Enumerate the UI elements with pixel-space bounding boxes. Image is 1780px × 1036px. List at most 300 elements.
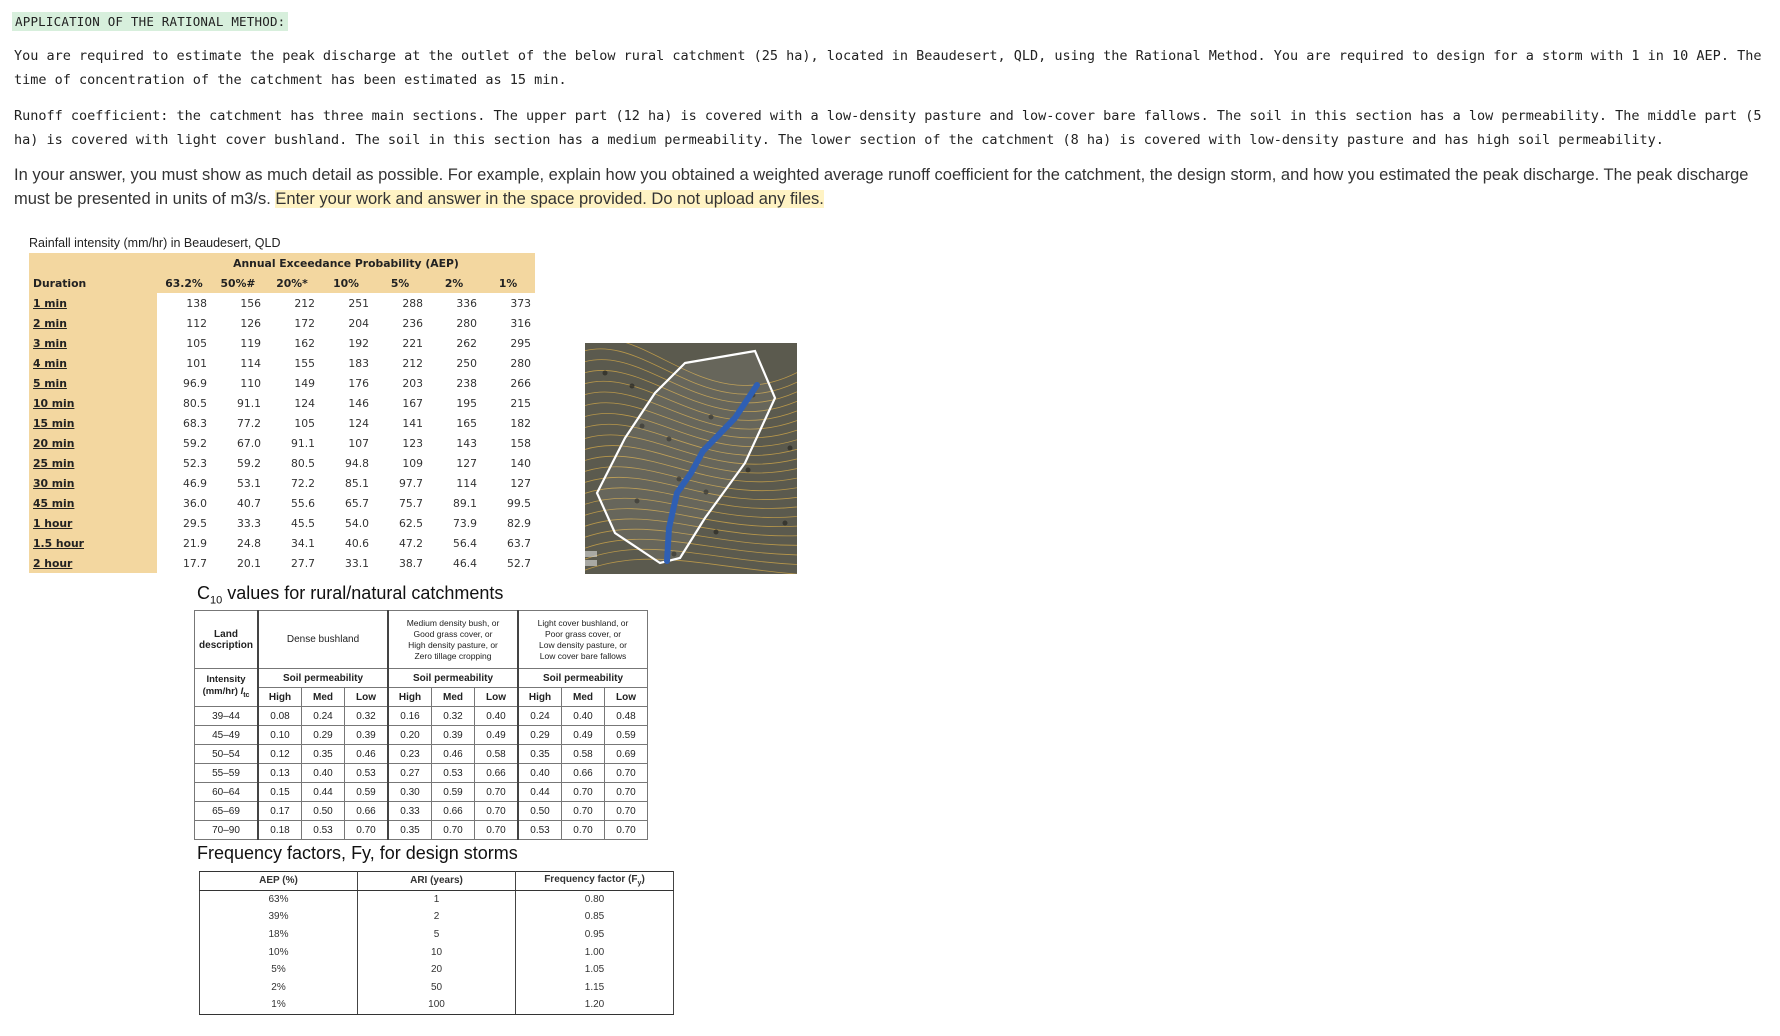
rainfall-value: 127 bbox=[456, 456, 477, 470]
rainfall-duration-label: 15 min bbox=[29, 413, 157, 433]
c10-value: 0.49 bbox=[475, 726, 519, 745]
tree-dot bbox=[783, 521, 788, 526]
rainfall-value: 316 bbox=[510, 316, 531, 330]
rainfall-value: 167 bbox=[402, 396, 423, 410]
rainfall-value: 45.5 bbox=[290, 516, 315, 530]
rainfall-duration-label: 45 min bbox=[29, 493, 157, 513]
c10-value: 0.39 bbox=[432, 726, 475, 745]
rainfall-row bbox=[29, 373, 535, 393]
rainfall-value: 236 bbox=[402, 316, 423, 330]
fy-cell: 10% bbox=[200, 943, 358, 961]
c10-value: 0.33 bbox=[388, 802, 432, 821]
rainfall-aep-title-row bbox=[29, 253, 535, 273]
rainfall-value: 162 bbox=[294, 336, 315, 350]
c10-intensity-header bbox=[195, 669, 259, 707]
c10-soil-permeability: Soil permeability bbox=[388, 669, 518, 688]
rainfall-value: 212 bbox=[294, 296, 315, 310]
rainfall-value: 146 bbox=[348, 396, 369, 410]
c10-value: 0.35 bbox=[518, 745, 562, 764]
rainfall-value: 29.5 bbox=[182, 516, 207, 530]
section-heading: APPLICATION OF THE RATIONAL METHOD: bbox=[12, 12, 288, 31]
fy-header-cell bbox=[358, 872, 516, 891]
fy-cell: 0.95 bbox=[516, 926, 674, 944]
c10-land-row bbox=[195, 611, 648, 669]
c10-value: 0.58 bbox=[562, 745, 605, 764]
c10-value: 0.70 bbox=[605, 802, 648, 821]
rainfall-duration-label: 1 min bbox=[29, 293, 157, 313]
c10-value: 0.70 bbox=[432, 821, 475, 840]
map-scale-widget bbox=[585, 551, 597, 557]
fy-cell: 5 bbox=[358, 926, 516, 944]
c10-permeability-row bbox=[195, 669, 648, 688]
rainfall-value: 250 bbox=[456, 356, 477, 370]
c10-level-med: Med bbox=[302, 688, 345, 707]
catchment-map-graphic bbox=[585, 343, 797, 574]
c10-value: 0.29 bbox=[518, 726, 562, 745]
c10-value: 0.53 bbox=[432, 764, 475, 783]
c10-value: 0.39 bbox=[345, 726, 389, 745]
c10-row bbox=[195, 764, 648, 783]
c10-value: 0.32 bbox=[345, 707, 389, 726]
rainfall-value: 96.9 bbox=[182, 376, 207, 390]
rainfall-value: 110 bbox=[240, 376, 261, 390]
rainfall-value: 77.2 bbox=[236, 416, 261, 430]
c10-value: 0.49 bbox=[562, 726, 605, 745]
c10-value: 0.10 bbox=[258, 726, 302, 745]
rainfall-row bbox=[29, 553, 535, 573]
rainfall-value: 62.5 bbox=[398, 516, 423, 530]
c10-value: 0.53 bbox=[345, 764, 389, 783]
c10-row bbox=[195, 802, 648, 821]
rainfall-value: 73.9 bbox=[452, 516, 477, 530]
fy-cell: 0.80 bbox=[516, 890, 674, 908]
rainfall-duration-label: 2 min bbox=[29, 313, 157, 333]
fy-header-close: ) bbox=[641, 874, 645, 886]
fy-header-cell bbox=[200, 872, 358, 891]
c10-caption bbox=[197, 583, 503, 607]
c10-light-line: Low cover bare fallows bbox=[539, 650, 627, 661]
map-scale-widget bbox=[585, 560, 597, 566]
c10-value: 0.70 bbox=[345, 821, 389, 840]
fy-cell: 1.00 bbox=[516, 943, 674, 961]
rainfall-value: 67.0 bbox=[236, 436, 261, 450]
rainfall-value: 47.2 bbox=[398, 536, 423, 550]
rainfall-column-header: 1% bbox=[481, 273, 535, 293]
fy-cell: 2 bbox=[358, 908, 516, 926]
rainfall-value: 52.7 bbox=[506, 556, 531, 570]
rainfall-value: 46.4 bbox=[452, 556, 477, 570]
c10-intensity-range: 60–64 bbox=[195, 783, 259, 802]
c10-value: 0.53 bbox=[518, 821, 562, 840]
rainfall-value: 212 bbox=[402, 356, 423, 370]
highlighted-instruction: Enter your work and answer in the space provided. Do not upload any files. bbox=[275, 190, 824, 208]
rainfall-value: 105 bbox=[294, 416, 315, 430]
fy-row bbox=[200, 961, 674, 979]
fy-row bbox=[200, 943, 674, 961]
c10-value: 0.70 bbox=[562, 821, 605, 840]
rainfall-value: 112 bbox=[186, 316, 207, 330]
c10-caption-letter: C bbox=[197, 583, 210, 603]
c10-value: 0.53 bbox=[302, 821, 345, 840]
rainfall-duration-label: 20 min bbox=[29, 433, 157, 453]
c10-value: 0.70 bbox=[605, 764, 648, 783]
fy-cell: 39% bbox=[200, 908, 358, 926]
rainfall-value: 59.2 bbox=[182, 436, 207, 450]
c10-value: 0.50 bbox=[302, 802, 345, 821]
rainfall-value: 119 bbox=[240, 336, 261, 350]
c10-value: 0.58 bbox=[475, 745, 519, 764]
c10-row bbox=[195, 726, 648, 745]
rainfall-row bbox=[29, 433, 535, 453]
c10-value: 0.40 bbox=[302, 764, 345, 783]
rainfall-value: 140 bbox=[510, 456, 531, 470]
rainfall-value: 251 bbox=[348, 296, 369, 310]
tree-dot bbox=[788, 446, 793, 451]
rainfall-aep-title: Annual Exceedance Probability (AEP) bbox=[157, 253, 535, 273]
c10-value: 0.18 bbox=[258, 821, 302, 840]
c10-intensity-symbol: I bbox=[240, 685, 244, 697]
rainfall-value: 38.7 bbox=[398, 556, 423, 570]
c10-value: 0.70 bbox=[475, 821, 519, 840]
rainfall-column-header: 5% bbox=[373, 273, 427, 293]
c10-land-description: Land description bbox=[195, 611, 259, 669]
c10-medium-line: Zero tillage cropping bbox=[414, 650, 492, 661]
fy-row bbox=[200, 979, 674, 997]
rainfall-value: 288 bbox=[402, 296, 423, 310]
rainfall-duration-label: 25 min bbox=[29, 453, 157, 473]
rainfall-value: 295 bbox=[510, 336, 531, 350]
c10-value: 0.46 bbox=[345, 745, 389, 764]
c10-values-table bbox=[194, 610, 648, 840]
rainfall-value: 36.0 bbox=[182, 496, 207, 510]
rainfall-value: 72.2 bbox=[290, 476, 315, 490]
rainfall-row bbox=[29, 393, 535, 413]
fy-header-cell bbox=[516, 872, 674, 891]
rainfall-value: 195 bbox=[456, 396, 477, 410]
rainfall-row bbox=[29, 333, 535, 353]
rainfall-value: 55.6 bbox=[290, 496, 315, 510]
rainfall-duration-label: 1 hour bbox=[29, 513, 157, 533]
rainfall-value: 24.8 bbox=[236, 536, 261, 550]
rainfall-value: 138 bbox=[186, 296, 207, 310]
rainfall-value: 56.4 bbox=[452, 536, 477, 550]
c10-value: 0.27 bbox=[388, 764, 432, 783]
fy-cell: 50 bbox=[358, 979, 516, 997]
rainfall-value: 176 bbox=[348, 376, 369, 390]
rainfall-column-header: 50%# bbox=[211, 273, 265, 293]
rainfall-value: 221 bbox=[402, 336, 423, 350]
rainfall-value: 266 bbox=[510, 376, 531, 390]
c10-soil-permeability: Soil permeability bbox=[258, 669, 388, 688]
c10-intensity-unit-text: (mm/hr) bbox=[202, 685, 241, 697]
c10-value: 0.66 bbox=[345, 802, 389, 821]
fy-header-row bbox=[200, 872, 674, 891]
c10-soil-permeability: Soil permeability bbox=[518, 669, 648, 688]
fy-header-text: Frequency factor (F bbox=[544, 874, 638, 886]
rainfall-value: 114 bbox=[456, 476, 477, 490]
rainfall-value: 17.7 bbox=[182, 556, 207, 570]
fy-cell: 1.20 bbox=[516, 996, 674, 1014]
c10-value: 0.69 bbox=[605, 745, 648, 764]
rainfall-value: 158 bbox=[510, 436, 531, 450]
instructions-text: In your answer, you must show as much detail as possible. For example, explain how you obtained a weighted average runoff coefficient for the catchment, the design storm, and how you estimated the peak discharge. The peak discharge must be presented in units of m3/s. bbox=[14, 166, 1749, 208]
rainfall-value: 262 bbox=[456, 336, 477, 350]
c10-value: 0.70 bbox=[562, 802, 605, 821]
fy-cell: 5% bbox=[200, 961, 358, 979]
rainfall-value: 54.0 bbox=[344, 516, 369, 530]
rainfall-value: 105 bbox=[186, 336, 207, 350]
rainfall-value: 52.3 bbox=[182, 456, 207, 470]
c10-level-low: Low bbox=[345, 688, 389, 707]
rainfall-column-header: 10% bbox=[319, 273, 373, 293]
rainfall-column-header: 2% bbox=[427, 273, 481, 293]
c10-value: 0.48 bbox=[605, 707, 648, 726]
c10-light-line: Light cover bushland, or bbox=[537, 617, 629, 628]
c10-intensity-range: 50–54 bbox=[195, 745, 259, 764]
c10-value: 0.17 bbox=[258, 802, 302, 821]
rainfall-value: 94.8 bbox=[344, 456, 369, 470]
c10-caption-text: values for rural/natural catchments bbox=[222, 583, 504, 603]
c10-value: 0.50 bbox=[518, 802, 562, 821]
rainfall-duration-label: 1.5 hour bbox=[29, 533, 157, 553]
rainfall-value: 20.1 bbox=[236, 556, 261, 570]
rainfall-row bbox=[29, 313, 535, 333]
rainfall-value: 156 bbox=[240, 296, 261, 310]
rainfall-value: 91.1 bbox=[236, 396, 261, 410]
fy-cell: 100 bbox=[358, 996, 516, 1014]
rainfall-value: 21.9 bbox=[182, 536, 207, 550]
c10-value: 0.08 bbox=[258, 707, 302, 726]
rainfall-value: 33.3 bbox=[236, 516, 261, 530]
rainfall-value: 123 bbox=[402, 436, 423, 450]
rainfall-value: 124 bbox=[348, 416, 369, 430]
c10-value: 0.12 bbox=[258, 745, 302, 764]
rainfall-duration-label: 4 min bbox=[29, 353, 157, 373]
c10-value: 0.66 bbox=[562, 764, 605, 783]
rainfall-value: 124 bbox=[294, 396, 315, 410]
rainfall-value: 75.7 bbox=[398, 496, 423, 510]
rainfall-header-row bbox=[29, 273, 535, 293]
c10-level-high: High bbox=[258, 688, 302, 707]
c10-light-line: Poor grass cover, or bbox=[544, 628, 622, 639]
c10-value: 0.46 bbox=[432, 745, 475, 764]
fy-header-text: AEP (%) bbox=[259, 875, 298, 887]
rainfall-column-header: 63.2% bbox=[157, 273, 211, 293]
c10-light-cover bbox=[518, 611, 648, 669]
rainfall-duration-label: 5 min bbox=[29, 373, 157, 393]
rainfall-corner-cell bbox=[29, 253, 157, 273]
rainfall-duration-header: Duration bbox=[29, 273, 157, 293]
c10-value: 0.35 bbox=[388, 821, 432, 840]
rainfall-intensity-table bbox=[29, 253, 535, 573]
rainfall-value: 68.3 bbox=[182, 416, 207, 430]
c10-level-high: High bbox=[518, 688, 562, 707]
fy-cell: 20 bbox=[358, 961, 516, 979]
rainfall-value: 114 bbox=[240, 356, 261, 370]
tree-dot bbox=[746, 468, 751, 473]
c10-value: 0.13 bbox=[258, 764, 302, 783]
rainfall-value: 53.1 bbox=[236, 476, 261, 490]
c10-intensity-range: 45–49 bbox=[195, 726, 259, 745]
rainfall-value: 165 bbox=[456, 416, 477, 430]
frequency-factor-table bbox=[199, 871, 674, 1015]
c10-value: 0.59 bbox=[432, 783, 475, 802]
c10-value: 0.32 bbox=[432, 707, 475, 726]
c10-value: 0.30 bbox=[388, 783, 432, 802]
fy-cell: 2% bbox=[200, 979, 358, 997]
rainfall-value: 215 bbox=[510, 396, 531, 410]
rainfall-value: 65.7 bbox=[344, 496, 369, 510]
fy-row bbox=[200, 908, 674, 926]
rainfall-duration-label: 10 min bbox=[29, 393, 157, 413]
rainfall-value: 97.7 bbox=[398, 476, 423, 490]
rainfall-value: 183 bbox=[348, 356, 369, 370]
fy-row bbox=[200, 926, 674, 944]
c10-intensity-subscript: tc bbox=[243, 691, 250, 699]
c10-value: 0.70 bbox=[475, 802, 519, 821]
rainfall-row bbox=[29, 413, 535, 433]
rainfall-value: 280 bbox=[510, 356, 531, 370]
c10-intensity-range: 39–44 bbox=[195, 707, 259, 726]
fy-cell: 10 bbox=[358, 943, 516, 961]
rainfall-value: 85.1 bbox=[344, 476, 369, 490]
rainfall-value: 80.5 bbox=[290, 456, 315, 470]
rainfall-value: 203 bbox=[402, 376, 423, 390]
rainfall-value: 149 bbox=[294, 376, 315, 390]
rainfall-value: 27.7 bbox=[290, 556, 315, 570]
c10-level-med: Med bbox=[432, 688, 475, 707]
rainfall-value: 80.5 bbox=[182, 396, 207, 410]
fy-row bbox=[200, 996, 674, 1014]
c10-value: 0.40 bbox=[475, 707, 519, 726]
rainfall-value: 182 bbox=[510, 416, 531, 430]
fy-cell: 1.05 bbox=[516, 961, 674, 979]
frequency-factor-caption: Frequency factors, Fy, for design storms bbox=[197, 843, 518, 863]
rainfall-value: 89.1 bbox=[452, 496, 477, 510]
rainfall-value: 33.1 bbox=[344, 556, 369, 570]
rainfall-value: 373 bbox=[510, 296, 531, 310]
c10-value: 0.70 bbox=[475, 783, 519, 802]
c10-value: 0.24 bbox=[518, 707, 562, 726]
rainfall-value: 141 bbox=[402, 416, 423, 430]
c10-level-med: Med bbox=[562, 688, 605, 707]
fy-cell: 1 bbox=[358, 890, 516, 908]
rainfall-row bbox=[29, 453, 535, 473]
c10-value: 0.23 bbox=[388, 745, 432, 764]
c10-value: 0.20 bbox=[388, 726, 432, 745]
rainfall-caption: Rainfall intensity (mm/hr) in Beaudesert, QLD bbox=[29, 236, 281, 250]
c10-light-line: Low density pasture, or bbox=[539, 639, 627, 650]
c10-row bbox=[195, 783, 648, 802]
rainfall-value: 59.2 bbox=[236, 456, 261, 470]
c10-dense-bushland: Dense bushland bbox=[258, 611, 388, 669]
c10-value: 0.35 bbox=[302, 745, 345, 764]
rainfall-row bbox=[29, 353, 535, 373]
c10-medium-density bbox=[388, 611, 518, 669]
c10-intensity-label: Intensity bbox=[206, 673, 246, 685]
rainfall-value: 34.1 bbox=[290, 536, 315, 550]
c10-value: 0.44 bbox=[518, 783, 562, 802]
fy-cell: 0.85 bbox=[516, 908, 674, 926]
fy-header-text: ARI (years) bbox=[410, 875, 463, 887]
c10-value: 0.70 bbox=[605, 821, 648, 840]
rainfall-duration-label: 3 min bbox=[29, 333, 157, 353]
c10-intensity-range: 70–90 bbox=[195, 821, 259, 840]
rainfall-value: 172 bbox=[294, 316, 315, 330]
c10-level-low: Low bbox=[475, 688, 519, 707]
rainfall-value: 101 bbox=[186, 356, 207, 370]
c10-row bbox=[195, 821, 648, 840]
rainfall-row bbox=[29, 513, 535, 533]
rainfall-value: 63.7 bbox=[506, 536, 531, 550]
c10-value: 0.59 bbox=[605, 726, 648, 745]
c10-medium-line: Good grass cover, or bbox=[413, 628, 493, 639]
fy-cell: 18% bbox=[200, 926, 358, 944]
c10-row bbox=[195, 707, 648, 726]
c10-level-low: Low bbox=[605, 688, 648, 707]
rainfall-value: 107 bbox=[348, 436, 369, 450]
rainfall-value: 46.9 bbox=[182, 476, 207, 490]
rainfall-value: 204 bbox=[348, 316, 369, 330]
c10-value: 0.40 bbox=[562, 707, 605, 726]
c10-medium-line: Medium density bush, or bbox=[406, 617, 500, 628]
rainfall-value: 155 bbox=[294, 356, 315, 370]
rainfall-value: 82.9 bbox=[506, 516, 531, 530]
rainfall-value: 40.6 bbox=[344, 536, 369, 550]
c10-value: 0.29 bbox=[302, 726, 345, 745]
c10-value: 0.40 bbox=[518, 764, 562, 783]
rainfall-row bbox=[29, 533, 535, 553]
fy-cell: 1% bbox=[200, 996, 358, 1014]
tree-dot bbox=[630, 384, 635, 389]
c10-value: 0.24 bbox=[302, 707, 345, 726]
c10-intensity-unit bbox=[197, 686, 255, 702]
c10-value: 0.70 bbox=[605, 783, 648, 802]
rainfall-value: 143 bbox=[456, 436, 477, 450]
c10-caption-subscript: 10 bbox=[210, 594, 223, 607]
fy-cell: 1.15 bbox=[516, 979, 674, 997]
c10-levels-row bbox=[195, 688, 648, 707]
c10-intensity-range: 65–69 bbox=[195, 802, 259, 821]
rainfall-duration-label: 30 min bbox=[29, 473, 157, 493]
fy-row bbox=[200, 890, 674, 908]
question-paragraph-2: Runoff coefficient: the catchment has three main sections. The upper part (12 ha) is covered with a low-density pasture and low-cover bare fallows. The soil in this section has a low permeability. The middle part (5 ha) is covered with light cover bushland. The soil in this section has a medium permeability. The lower section of the catchment (8 ha) is covered with low-density pasture and has high soil permeability. bbox=[14, 108, 1762, 148]
rainfall-column-header: 20%* bbox=[265, 273, 319, 293]
rainfall-value: 109 bbox=[402, 456, 423, 470]
c10-value: 0.15 bbox=[258, 783, 302, 802]
c10-row bbox=[195, 745, 648, 764]
c10-value: 0.66 bbox=[475, 764, 519, 783]
rainfall-value: 238 bbox=[456, 376, 477, 390]
catchment-map-image bbox=[585, 343, 797, 574]
rainfall-row bbox=[29, 473, 535, 493]
tree-dot bbox=[714, 530, 719, 535]
question-paragraph-1: You are required to estimate the peak discharge at the outlet of the below rural catchment (25 ha), located in Beaudesert, QLD, using the Rational Method. You are required to design for a storm with 1 in 10 AEP. The time of concentration of the catchment has been estimated as 15 min. bbox=[14, 48, 1762, 88]
question-paragraph-3 bbox=[14, 163, 1766, 211]
c10-value: 0.16 bbox=[388, 707, 432, 726]
rainfall-row bbox=[29, 493, 535, 513]
c10-medium-line: High density pasture, or bbox=[408, 639, 498, 650]
rainfall-value: 99.5 bbox=[506, 496, 531, 510]
fy-cell: 63% bbox=[200, 890, 358, 908]
rainfall-value: 280 bbox=[456, 316, 477, 330]
c10-value: 0.70 bbox=[562, 783, 605, 802]
rainfall-value: 126 bbox=[240, 316, 261, 330]
c10-intensity-range: 55–59 bbox=[195, 764, 259, 783]
rainfall-value: 40.7 bbox=[236, 496, 261, 510]
c10-value: 0.66 bbox=[432, 802, 475, 821]
fy-header-subscript: y bbox=[637, 880, 642, 888]
